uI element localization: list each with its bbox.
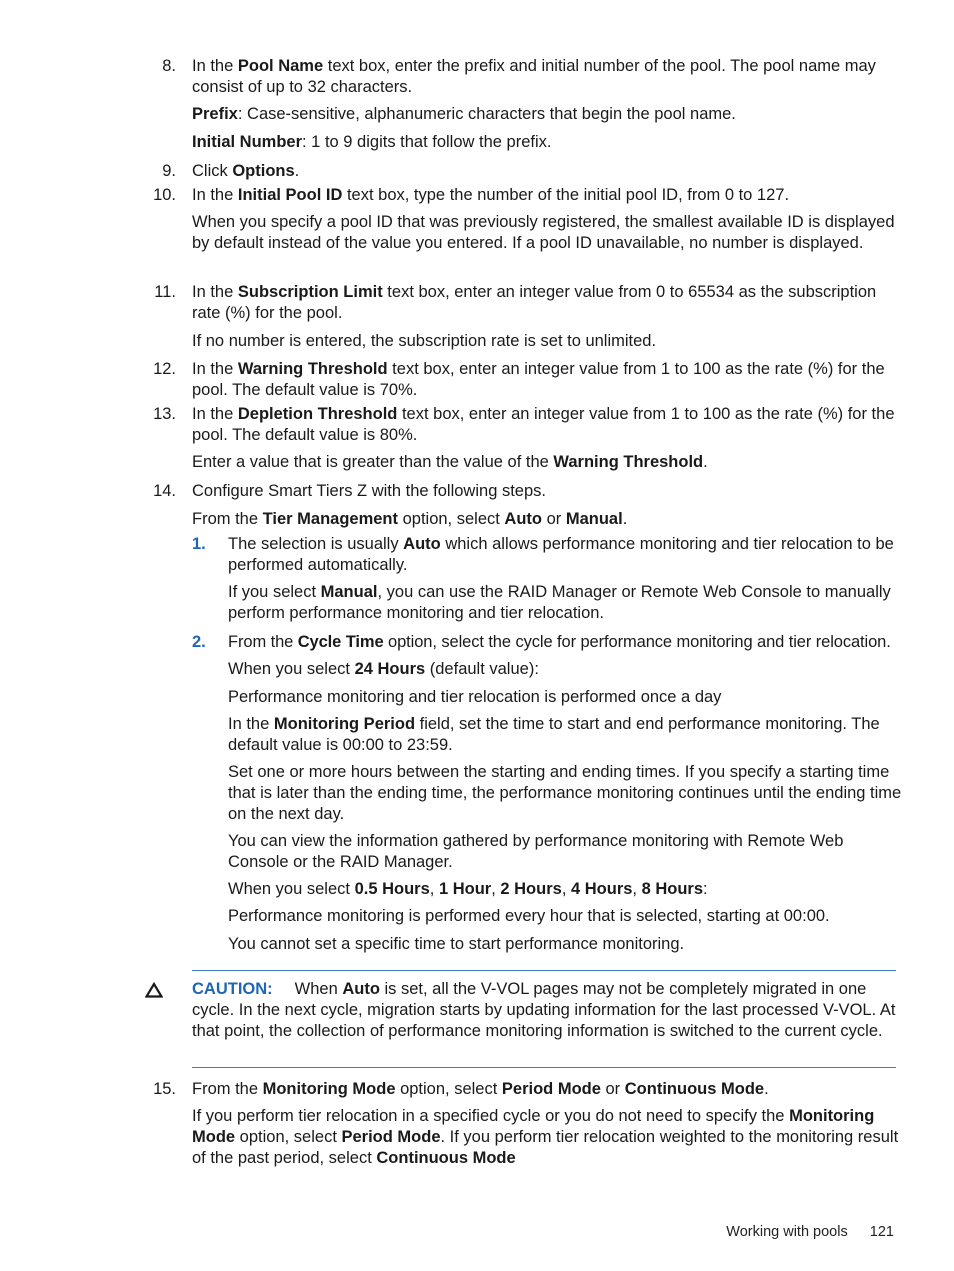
page-footer bbox=[726, 1222, 894, 1243]
step-11-text bbox=[192, 282, 902, 324]
substep-2-every-hour: Performance monitoring is performed every hour that is selected, starting at 00:00. bbox=[228, 907, 830, 925]
text: text box, enter an integer value from 0 to 65534 as the subscription rate (%) for the pool. bbox=[192, 283, 877, 322]
step-13-note bbox=[192, 452, 902, 473]
step-11-note: If no number is entered, the subscription rate is set to unlimited. bbox=[192, 332, 657, 350]
bold-term: Auto bbox=[403, 535, 441, 553]
substep-2-once-a-day: Performance monitoring and tier relocation is performed once a day bbox=[228, 688, 722, 706]
text: , you can use the RAID Manager or Remote Web Console to manually perform performance monitoring and tier relocation. bbox=[228, 583, 891, 622]
bold-term: 2 Hours bbox=[500, 880, 562, 898]
bold-term: Depletion Threshold bbox=[237, 405, 398, 423]
step-number: 10. bbox=[153, 186, 176, 204]
bold-term: 1 Hour bbox=[438, 880, 492, 898]
bold-term: Pool Name bbox=[237, 57, 324, 75]
step-10-text bbox=[192, 185, 902, 206]
step-number: 13. bbox=[153, 405, 176, 423]
text: . If you perform tier relocation weighted to the monitoring result of the past period, select bbox=[192, 1128, 899, 1167]
substep-2-hours-note: Set one or more hours between the starting and ending times. If you specify a starting time that is later than the ending time, the performance monitoring continues until the ending time on the next day. bbox=[228, 763, 902, 823]
bold-term: Tier Management bbox=[262, 510, 399, 528]
text: If you select bbox=[228, 583, 321, 601]
substep-2-text bbox=[228, 632, 908, 653]
step-number: 12. bbox=[153, 360, 176, 378]
text: , bbox=[429, 880, 439, 898]
bold-term: Warning Threshold bbox=[237, 360, 388, 378]
page-number: 121 bbox=[869, 1224, 894, 1240]
text: field, set the time to start and end performance monitoring. The default value is 00:00 to 23:59. bbox=[228, 715, 880, 754]
bold-term: Subscription Limit bbox=[237, 283, 383, 301]
text: which allows performance monitoring and tier relocation to be performed automatically. bbox=[228, 535, 894, 574]
text: (default value): bbox=[425, 660, 539, 678]
step-10-note: When you specify a pool ID that was previously registered, the smallest available ID is displayed by default instead of the value you entered. If a pool ID unavailable, no number is displayed. bbox=[192, 213, 895, 252]
step-number: 15. bbox=[153, 1080, 176, 1098]
text: When bbox=[294, 980, 343, 998]
substep-2-monitoring-period bbox=[228, 714, 902, 756]
text: or bbox=[542, 510, 566, 528]
text: The selection is usually bbox=[228, 535, 404, 553]
text: From the bbox=[228, 633, 298, 651]
substep-number: 1. bbox=[192, 535, 206, 553]
substep-2-24h bbox=[228, 659, 902, 680]
step-number: 8. bbox=[162, 57, 176, 75]
text: , bbox=[561, 880, 571, 898]
bold-term: Monitoring Mode bbox=[192, 1107, 875, 1146]
text: text box, type the number of the initial pool ID, from 0 to 127. bbox=[342, 186, 790, 204]
text: Enter a value that is greater than the value of the bbox=[192, 453, 554, 471]
text: . bbox=[294, 162, 300, 180]
bold-term: Auto bbox=[342, 980, 380, 998]
bold-term: Period Mode bbox=[501, 1080, 601, 1098]
text: Click bbox=[192, 162, 233, 180]
bold-term: Initial Number bbox=[192, 133, 303, 151]
step-number: 9. bbox=[162, 162, 176, 180]
text: , bbox=[491, 880, 501, 898]
text: option, select bbox=[398, 510, 505, 528]
step-15-text bbox=[192, 1079, 902, 1100]
text: From the bbox=[192, 510, 263, 528]
text: . bbox=[703, 453, 708, 471]
substep-2-no-specific-time: You cannot set a specific time to start performance monitoring. bbox=[228, 935, 685, 953]
step-13-text bbox=[192, 404, 902, 446]
text: : Case-sensitive, alphanumeric characters that begin the pool name. bbox=[237, 105, 736, 123]
text: In the bbox=[192, 57, 238, 75]
text: : 1 to 9 digits that follow the prefix. bbox=[302, 133, 552, 151]
text: or bbox=[600, 1080, 625, 1098]
text: text box, enter the prefix and initial number of the pool. The pool name may consist of up to 32 characters. bbox=[192, 57, 876, 96]
bold-term: Cycle Time bbox=[297, 633, 384, 651]
step-12-text bbox=[192, 359, 902, 401]
text: option, select bbox=[395, 1080, 502, 1098]
substep-2-hour-options bbox=[228, 879, 902, 900]
step-number: 11. bbox=[154, 283, 176, 301]
text: When you select bbox=[228, 660, 355, 678]
prefix-definition bbox=[192, 104, 902, 125]
substep-number: 2. bbox=[192, 633, 206, 651]
caution-bottom-rule bbox=[192, 1067, 896, 1068]
text: . bbox=[764, 1080, 769, 1098]
bold-term: Monitoring Mode bbox=[262, 1080, 396, 1098]
bold-term: 4 Hours bbox=[570, 880, 633, 898]
text: option, select bbox=[235, 1128, 342, 1146]
caution-text bbox=[192, 979, 902, 1042]
text: In the bbox=[192, 405, 238, 423]
text: In the bbox=[192, 283, 238, 301]
step-14-note bbox=[192, 509, 902, 530]
bold-term: Warning Threshold bbox=[553, 453, 704, 471]
bold-term: Continuous Mode bbox=[624, 1080, 765, 1098]
bold-term: Continuous Mode bbox=[376, 1149, 516, 1167]
text: . bbox=[622, 510, 628, 528]
bold-term: Period Mode bbox=[341, 1128, 441, 1146]
bold-term: Monitoring Period bbox=[273, 715, 416, 733]
footer-section-title: Working with pools bbox=[726, 1224, 848, 1240]
bold-term: Options bbox=[232, 162, 295, 180]
bold-term: Prefix bbox=[192, 105, 238, 123]
bold-term: 0.5 Hours bbox=[354, 880, 430, 898]
text: text box, enter an integer value from 1 to 100 as the rate (%) for the pool. The default value is 70%. bbox=[192, 360, 885, 399]
text: : bbox=[703, 880, 708, 898]
bold-term: Manual bbox=[320, 583, 378, 601]
text: option, select the cycle for performance monitoring and tier relocation. bbox=[383, 633, 891, 651]
bold-term: Initial Pool ID bbox=[237, 186, 343, 204]
bold-term: 24 Hours bbox=[354, 660, 426, 678]
text: In the bbox=[228, 715, 274, 733]
text: text box, enter an integer value from 1 to 100 as the rate (%) for the pool. The default value is 80%. bbox=[192, 405, 895, 444]
step-9-text bbox=[192, 161, 902, 182]
substep-1-text bbox=[228, 534, 902, 576]
text: When you select bbox=[228, 880, 355, 898]
step-8-text bbox=[192, 56, 902, 98]
caution-label: CAUTION: bbox=[192, 980, 273, 998]
bold-term: Manual bbox=[565, 510, 623, 528]
substep-2-view-info: You can view the information gathered by performance monitoring with Remote Web Console or the RAID Manager. bbox=[228, 832, 844, 871]
caution-top-rule bbox=[192, 970, 896, 971]
step-number: 14. bbox=[153, 482, 176, 500]
warning-triangle-icon bbox=[145, 982, 163, 1004]
text: In the bbox=[192, 186, 238, 204]
text: is set, all the V-VOL pages may not be completely migrated in one cycle. In the next cycle, migration starts by updating information for the last processed V-VOL. At that point, the collection of performance monitoring information is switched to the current cycle. bbox=[192, 980, 896, 1040]
initial-number-definition bbox=[192, 132, 902, 153]
text: , bbox=[632, 880, 642, 898]
step-14-text: Configure Smart Tiers Z with the following steps. bbox=[192, 482, 546, 500]
bold-term: Auto bbox=[504, 510, 542, 528]
substep-1-note bbox=[228, 582, 902, 624]
text: In the bbox=[192, 360, 238, 378]
text: From the bbox=[192, 1080, 263, 1098]
step-15-note bbox=[192, 1106, 902, 1169]
bold-term: 8 Hours bbox=[641, 880, 704, 898]
text: If you perform tier relocation in a specified cycle or you do not need to specify the bbox=[192, 1107, 790, 1125]
